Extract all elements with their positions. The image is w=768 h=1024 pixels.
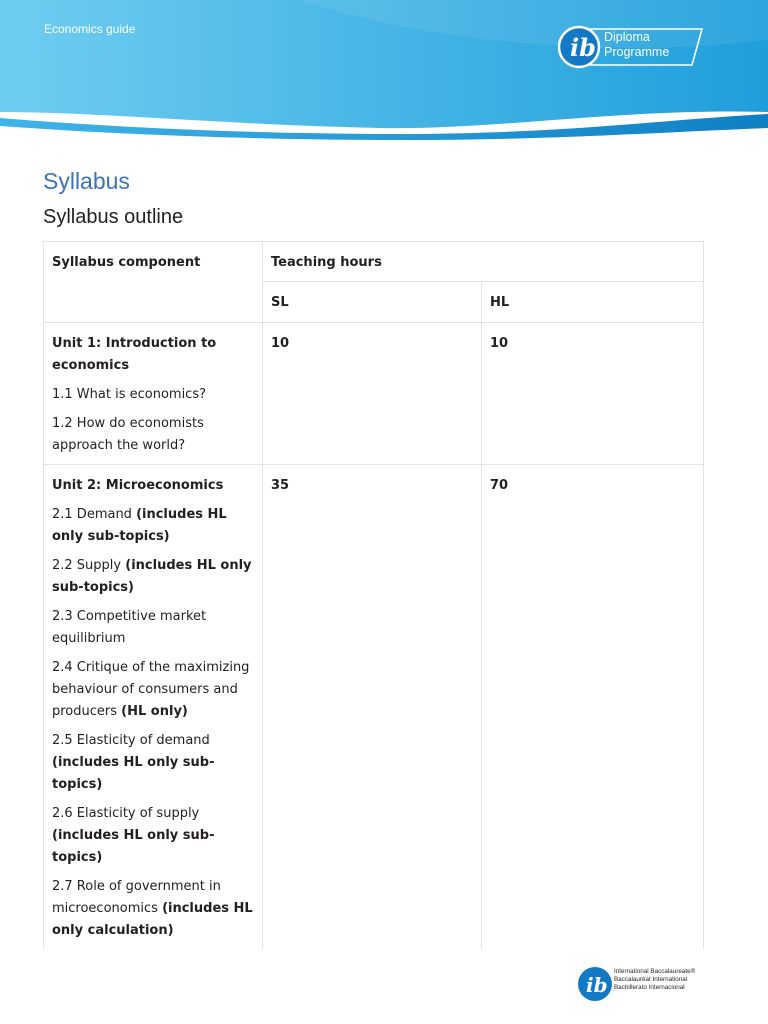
dp-logo-line2: Programme [604, 45, 670, 59]
svg-text:ib: ib [586, 973, 608, 997]
ib-footer-text [614, 968, 695, 992]
guide-label: Economics guide [44, 22, 136, 36]
table-header-row [44, 242, 704, 282]
section-title: Syllabus [43, 168, 130, 194]
header-sl: SL [263, 282, 482, 323]
topic-item: 1.1 What is economics? [52, 387, 207, 402]
dp-logo-line1: Diploma [604, 30, 650, 44]
topic-item: 2.1 Demand (includes HL only sub-topics) [52, 507, 227, 544]
sl-hours: 10 [263, 323, 482, 465]
topic-item: 2.7 Role of government in microeconomics (includes HL only calculation) [52, 879, 253, 938]
header-component: Syllabus component [44, 242, 263, 282]
hl-hours: 70 [482, 465, 704, 950]
table-row [44, 323, 704, 465]
header-banner [0, 0, 768, 140]
svg-text:ib: ib [570, 33, 596, 62]
ib-footer-line: International Baccalaureate® [614, 968, 696, 975]
table-row [44, 465, 704, 950]
table-subheader-row [44, 282, 704, 323]
header-component-spacer [44, 282, 263, 323]
topic-item: 2.3 Competitive market equilibrium [52, 609, 207, 646]
topic-item: 2.6 Elasticity of supply (includes HL only sub-topics) [52, 806, 215, 865]
dp-logo-text [604, 30, 669, 60]
unit-cell [44, 323, 263, 465]
topic-item: 2.4 Critique of the maximizing behaviour of consumers and producers (HL only) [52, 660, 250, 719]
topic-item: 2.2 Supply (includes HL only sub-topics) [52, 558, 252, 595]
unit-cell [44, 465, 263, 950]
topic-item: 2.5 Elasticity of demand (includes HL only sub-topics) [52, 733, 215, 792]
topic-item: 1.2 How do economists approach the world? [52, 416, 204, 453]
hl-hours: 10 [482, 323, 704, 465]
header-teaching-hours: Teaching hours [263, 242, 704, 282]
unit-title: Unit 1: Introduction to economics [52, 336, 217, 373]
syllabus-table [43, 241, 704, 949]
sl-hours: 35 [263, 465, 482, 950]
ib-footer-line: Baccalauréat International [614, 976, 688, 983]
ib-footer-line: Bachillerato Internacional [614, 984, 685, 991]
header-hl: HL [482, 282, 704, 323]
unit-title: Unit 2: Microeconomics [52, 478, 224, 493]
subsection-title: Syllabus outline [43, 206, 184, 228]
